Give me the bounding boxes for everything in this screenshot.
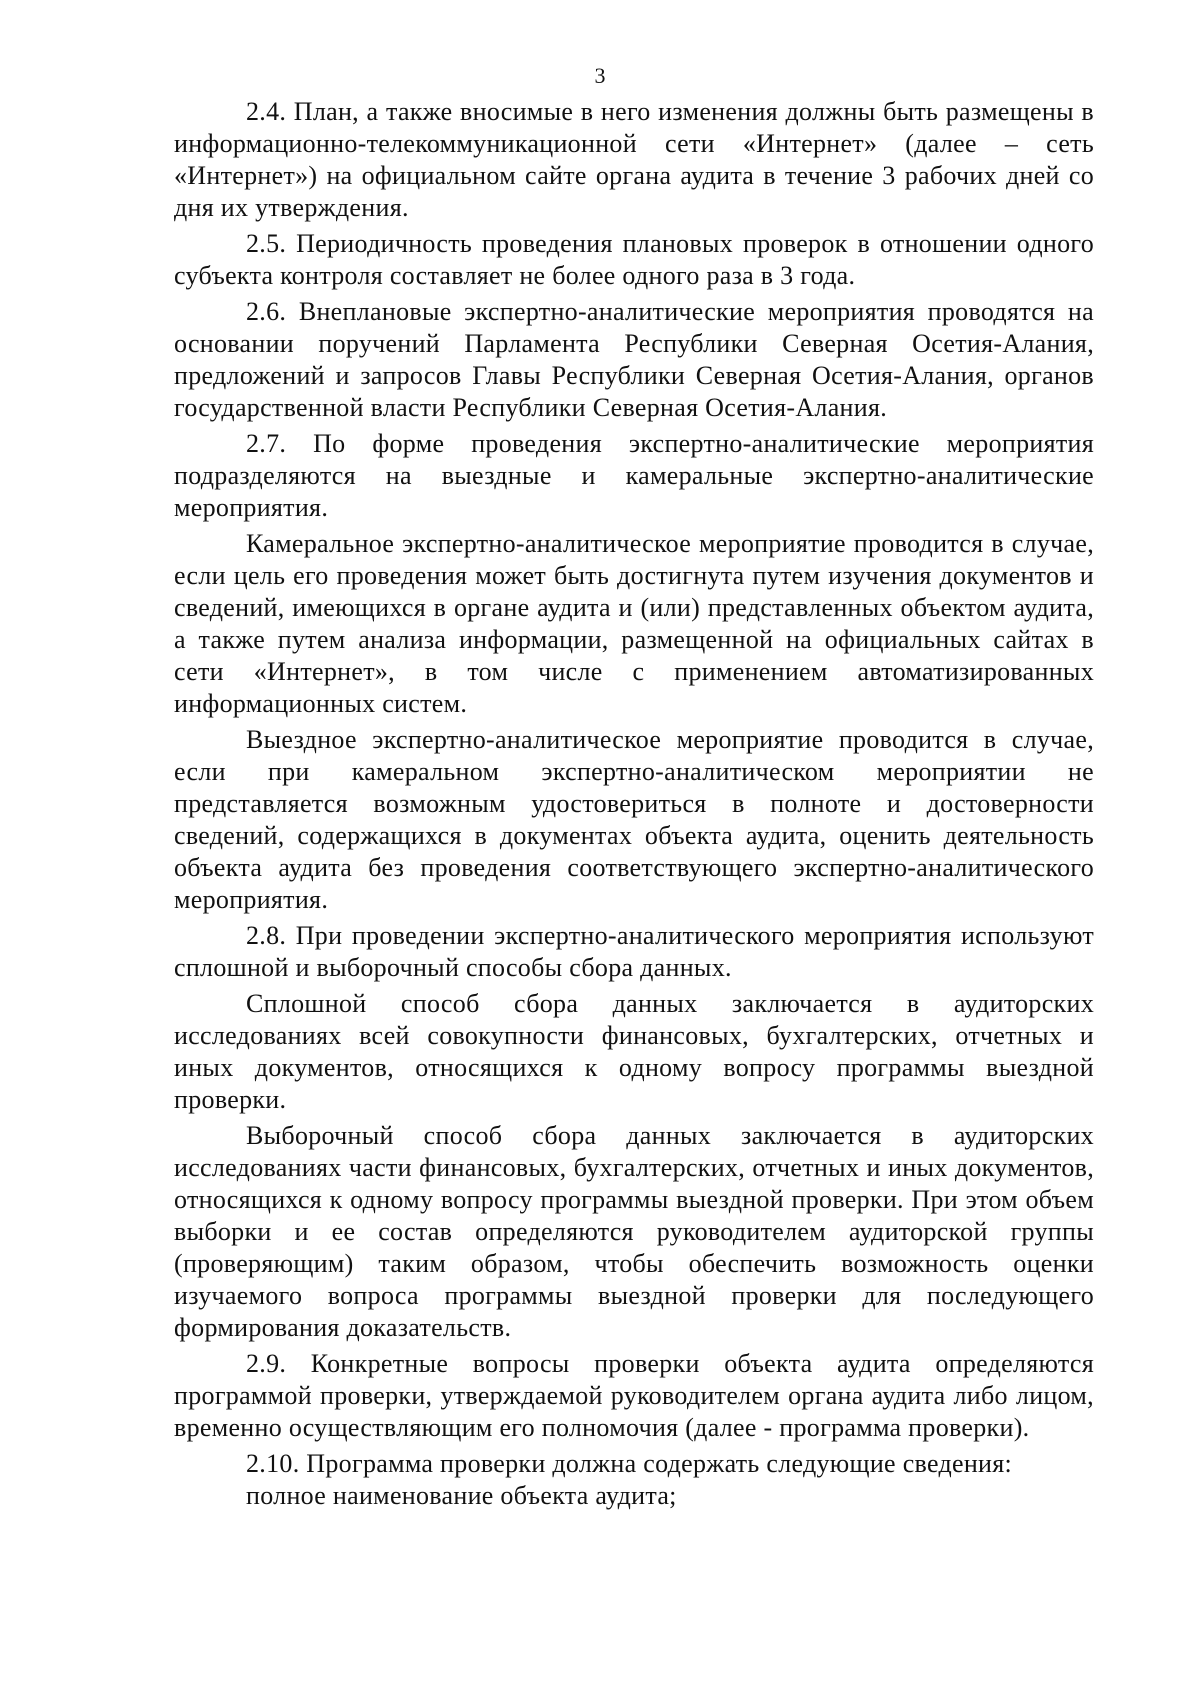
paragraph-2-7: 2.7. По форме проведения экспертно-аналитические мероприятия подразделяются на выездные и камеральные экспертно-аналитические мероприятия. — [174, 429, 1094, 522]
paragraph-2-8: 2.8. При проведении экспертно-аналитического мероприятия используют сплошной и выборочный способы сбора данных. — [174, 921, 1094, 982]
paragraph-sampling-method: Выборочный способ сбора данных заключается в аудиторских исследованиях части финансовых, бухгалтерских, отчетных и иных документов, относящихся к одному вопросу программы выездной проверки. При этом объем выборки и ее состав определяются руководителем аудиторской группы (проверяющим) таким образом, чтобы обеспечить возможность оценки изучаемого вопроса программы выездной проверки для последующего формирования доказательств. — [174, 1121, 1094, 1342]
paragraph-2-10: 2.10. Программа проверки должна содержать следующие сведения: — [246, 1449, 1013, 1478]
paragraph-continuous-method: Сплошной способ сбора данных заключается в аудиторских исследованиях всей совокупности финансовых, бухгалтерских, отчетных и иных документов, относящихся к одному вопросу программы выездной проверки. — [174, 989, 1094, 1114]
paragraph-2-5: 2.5. Периодичность проведения плановых проверок в отношении одного субъекта контроля составляет не более одного раза в 3 года. — [174, 229, 1094, 290]
document-body — [174, 96, 1094, 1512]
paragraph-desk-review: Камеральное экспертно-аналитическое мероприятие проводится в случае, если цель его проведения может быть достигнута путем изучения документов и сведений, имеющихся в органе аудита и (или) представленных объектом аудита, а также путем анализа информации, размещенной на официальных сайтах в сети «Интернет», в том числе с применением автоматизированных информационных систем. — [174, 529, 1094, 718]
list-item-audit-object-name: полное наименование объекта аудита; — [246, 1481, 677, 1510]
paragraph-2-9: 2.9. Конкретные вопросы проверки объекта аудита определяются программой проверки, утверждаемой руководителем органа аудита либо лицом, временно осуществляющим его полномочия (далее - программа проверки). — [174, 1349, 1094, 1442]
paragraph-2-4: 2.4. План, а также вносимые в него изменения должны быть размещены в информационно-телекоммуникационной сети «Интернет» (далее – сеть «Интернет») на официальном сайте органа аудита в течение 3 рабочих дней со дня их утверждения. — [174, 97, 1094, 222]
paragraph-field-review: Выездное экспертно-аналитическое мероприятие проводится в случае, если при камеральном экспертно-аналитическом мероприятии не представляется возможным удостовериться в полноте и достоверности сведений, содержащихся в документах объекта аудита, оценить деятельность объекта аудита без проведения соответствующего экспертно-аналитического мероприятия. — [174, 725, 1094, 914]
page-number: 3 — [594, 63, 606, 88]
paragraph-2-6: 2.6. Внеплановые экспертно-аналитические мероприятия проводятся на основании поручений Парламента Республики Северная Осетия-Алания, предложений и запросов Главы Республики Северная Осетия-Алания, органов государственной власти Республики Северная Осетия-Алания. — [174, 297, 1094, 422]
